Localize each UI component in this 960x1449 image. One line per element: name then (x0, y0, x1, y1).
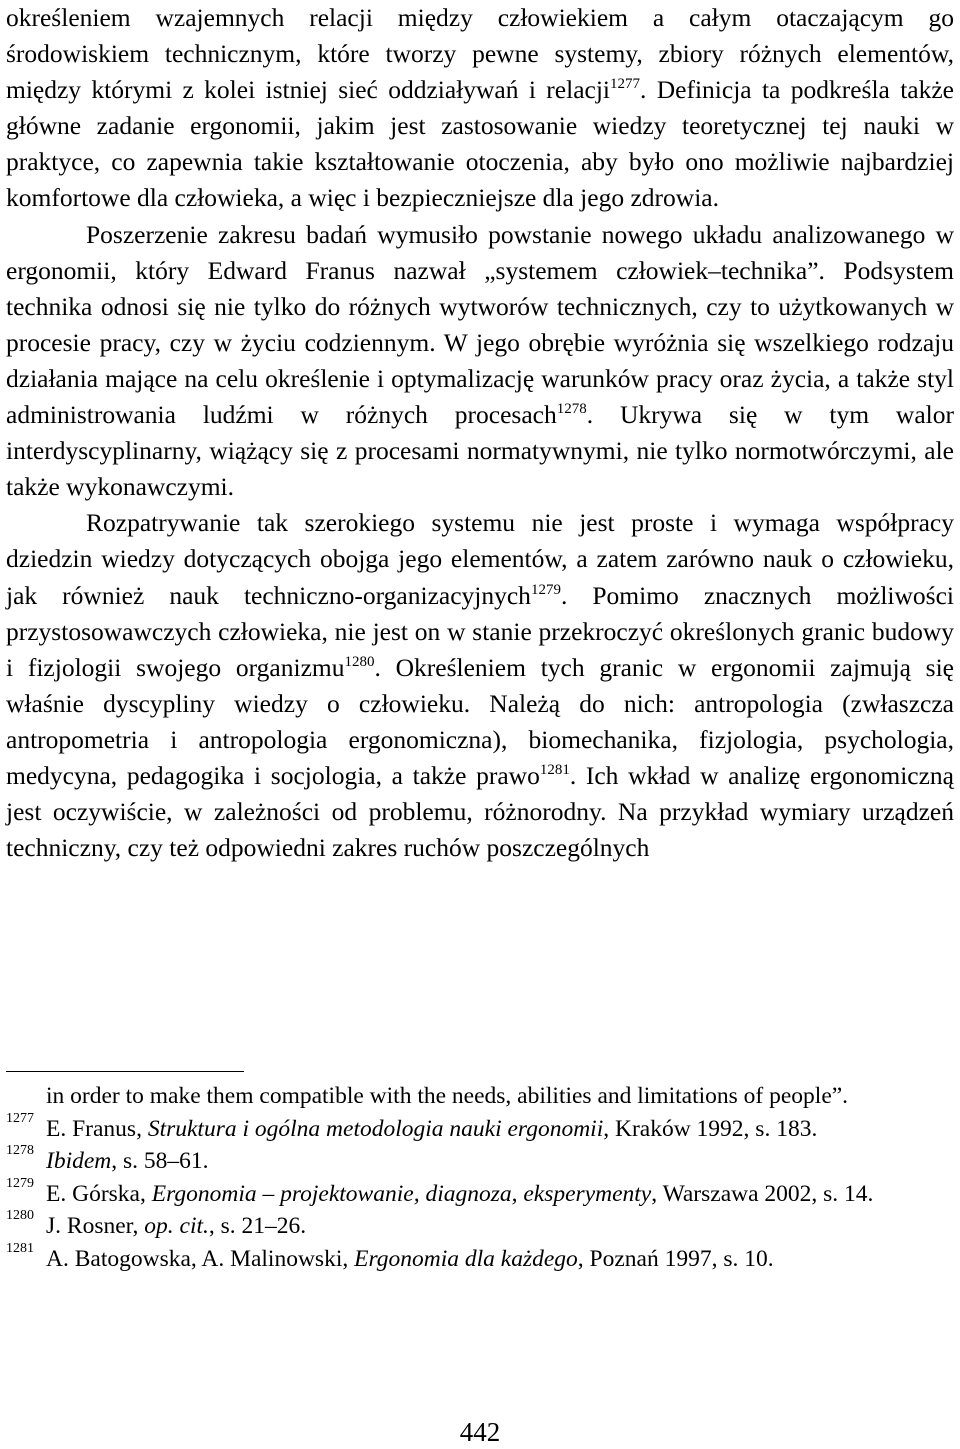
paragraph-3-text-a: Rozpatrywanie tak szerokiego systemu nie jest proste i wymaga współpracy dziedzin wiedzy dotyczących obojga jego elementów, a zatem zarówno nauk o człowieku, jak również nauk techniczno-organizacyjnych (6, 508, 954, 610)
footnote-number: 1279 (6, 1175, 34, 1191)
footnote-number: 1280 (6, 1208, 34, 1224)
paragraph-2-text-b: . Ukrywa się w tym walor interdyscyplinarny, wiążący się z procesami normatywnymi, nie tylko normotwórczymi, ale także wykonawczymi. (6, 400, 954, 502)
footnote-title: Ergonomia – projektowanie, diagnoza, eksperymenty (151, 1180, 652, 1207)
paragraph-3-text-c: . Określeniem tych granic w ergonomii zajmują się właśnie dyscypliny wiedzy o człowieku. Należą do nich: antropologia (zwłaszcza antropometria i antropologia ergonomiczna), biomechanika, fizjologia, psychologia, medycyna, pedagogika i socjologia, a także prawo (6, 652, 954, 790)
paragraph-1-text-b: . Definicja ta podkreśla także główne zadanie ergonomii, jakim jest zastosowanie wiedzy teoretycznej tej nauki w praktyce, co zapewnia takie kształtowanie otoczenia, aby było ono możliwie najbardziej komfortowe dla człowieka, a więc i bezpieczniejsze dla jego zdrowia. (6, 75, 954, 213)
footnote-details: , s. 21–26. (208, 1213, 307, 1240)
paragraph-3-text-b: . Pomimo znacznych możliwości przystosowawczych człowieka, nie jest on w stanie przekroczyć określonych granic budowy i fizjologii swojego organizmu (6, 580, 955, 682)
footnote-title: Ibidem (46, 1148, 112, 1175)
footnote-title: Struktura i ogólna metodologia nauki ergonomii (147, 1115, 604, 1142)
footnote-continuation-text: in order to make them compatible with the needs, abilities and limitations of people”. (46, 1083, 849, 1109)
footnote-author: E. Górska, (46, 1180, 152, 1207)
footnote-details: , Kraków 1992, s. 183. (603, 1115, 818, 1142)
main-text (6, 0, 954, 866)
footnote-continuation (6, 1080, 954, 1113)
footnote-details: , Warszawa 2002, s. 14. (651, 1180, 874, 1207)
page-body (6, 0, 954, 866)
footnote-ref-1277[interactable]: 1277 (610, 76, 640, 93)
paragraph-2 (6, 217, 954, 506)
footnote-ref-1280[interactable]: 1280 (344, 653, 375, 670)
footnote-1277 (6, 1110, 954, 1146)
footnote-title: op. cit. (144, 1213, 209, 1240)
footnote-author: J. Rosner, (46, 1213, 145, 1240)
paragraph-3-text-d: . Ich wkład w analizę ergonomiczną jest oczywiście, w zależności od problemu, różnorodny. Na przykład wymiary urządzeń techniczny, czy też odpowiedni zakres ruchów poszczególnych (6, 760, 954, 863)
footnote-author: E. Franus, (46, 1115, 148, 1142)
footnote-title: Ergonomia dla każdego (354, 1245, 578, 1272)
paragraph-1-text-a: określeniem wzajemnych relacji między człowiekiem a całym otaczającym go środowiskiem technicznym, które tworzy pewne systemy, zbiory różnych elementów, między którymi z kolei istniej sieć oddziaływań i relacji (6, 3, 954, 105)
footnote-number: 1277 (6, 1110, 34, 1126)
footnote-1279 (6, 1175, 954, 1211)
paragraph-2-text-a: Poszerzenie zakresu badań wymusiło powstanie nowego układu analizowanego w ergonomii, który Edward Franus nazwał „systemem człowiek–technika”. Podsystem technika odnosi się nie tylko do różnych wytworów technicznych, czy to użytkowanych w procesie pracy, czy w życiu codziennym. W jego obrębie wyróżnia się wszelkiego rodzaju działania mające na celu określenie i optymalizację warunków pracy oraz życia, a także styl administrowania ludźmi w różnych procesach (6, 219, 954, 430)
footnote-ref-1278[interactable]: 1278 (556, 401, 587, 418)
paragraph-3 (6, 505, 954, 866)
footnote-1278 (6, 1145, 954, 1178)
footnote-author: A. Batogowska, A. Malinowski, (46, 1245, 355, 1272)
footnote-number: 1281 (6, 1240, 34, 1256)
footnote-details: , Poznań 1997, s. 10. (577, 1245, 774, 1272)
footnote-ref-1279[interactable]: 1279 (530, 581, 561, 598)
footnote-separator (6, 1071, 244, 1072)
footnote-1281 (6, 1240, 954, 1276)
page-number: 442 (459, 1417, 501, 1447)
footnote-1280 (6, 1210, 954, 1243)
footnotes (6, 1080, 954, 1276)
footnote-number: 1278 (6, 1143, 34, 1159)
footnote-details: , s. 58–61. (111, 1148, 209, 1175)
paragraph-1 (6, 0, 954, 217)
footnote-ref-1281[interactable]: 1281 (539, 761, 570, 778)
